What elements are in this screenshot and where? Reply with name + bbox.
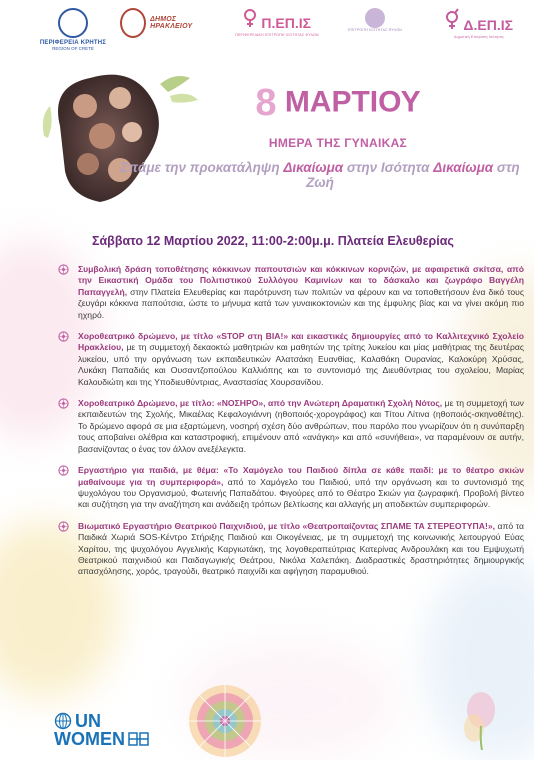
- pepis-logo: [232, 8, 322, 37]
- pepis-label: Π.ΕΠ.ΙΣ: [261, 15, 312, 31]
- un-globe-icon: [54, 712, 72, 730]
- list-item: [56, 398, 524, 455]
- un-women-symbol-icon: [128, 731, 150, 747]
- region-name-en: REGION OF CRETE: [52, 46, 94, 51]
- list-item: [56, 331, 524, 388]
- mandala-decoration: [186, 682, 264, 760]
- depis-label: Δ.ΕΠ.ΙΣ: [463, 17, 514, 33]
- item-body: από τα Παιδικά Χωριά SOS-Κέντρο Στήριξης Παιδιού και Οικογένειας, με τη συμμετοχή της κοινωνικής λειτουργού Εύας Χαρίτου, της ψυχολόγου Αγγελικής Καργιωτάκη, της λογοθεραπεύτριας Κατερίνας Ανδρουλάκη και του Εμψυχωτή Θεατρικού παιχνιδιού και Παιδαγωγικής Θεάτρου, Νικόλα Χαλεπάκη. Διαδραστικές δραστηριότητες δημιουργικής απασχόλησης, χορός, τραγούδι, θεατρικό παιχνίδι και αφήγηση παραμυθιού.: [78, 520, 524, 577]
- slogan-highlight: Δικαίωμα: [433, 160, 494, 175]
- slogan-text: στη Ζωή: [306, 160, 520, 190]
- date-heading: Σάββατο 12 Μαρτίου 2022, 11:00-2:00μ.μ. Πλατεία Ελευθερίας: [92, 234, 454, 248]
- pepis-caption: ΠΕΡΙΦΕΡΕΙΑΚΗ ΕΠΙΤΡΟΠΗ ΙΣΟΤΗΤΑΣ ΦΥΛΩΝ: [235, 33, 319, 37]
- committee-logo: [330, 8, 420, 32]
- municipality-seal-icon: [120, 8, 146, 38]
- committee-emblem-icon: [365, 8, 385, 28]
- item-lead: Βιωματικό Εργαστήριο Θεατρικού Παιχνιδιού, με τίτλο «Θεατροπαίζοντας ΣΠΑΜΕ ΤΑ ΣΤΕΡΕΟΤΥΠΑ!»,: [78, 520, 495, 531]
- municipality-name: ΔΗΜΟΣ ΗΡΑΚΛΕΙΟΥ: [150, 16, 193, 30]
- un-women-logo: [54, 712, 164, 750]
- event-subtitle: ΗΜΕΡΑ ΤΗΣ ΓΥΝΑΙΚΑΣ: [268, 136, 408, 150]
- depis-logo: [438, 8, 520, 39]
- flower-bullet-icon: [58, 398, 69, 409]
- region-crete-logo: [38, 8, 108, 51]
- slogan: [120, 160, 520, 190]
- item-body: με τη συμμετοχή δεκαοκτώ μαθητριών και μαθητών της τρίτης λυκείου και μίας μαθήτριας της δευτέρας λυκείου, υπό την οργάνωση των εκπαιδευτικών Αλατσάκη Ευανθίας, Καλαθάκη Ουρανίας, Καλοκύρη Χρύσας, Λυκάκη Παπαδιάς και Ουσαντζοπούλου Καλλιόπης και το συντονισμό της Διευθύντριας του σχολείου, Μαρίας Καλουδιώτη και της Υποδιευθύντριας, Αναστασίας Χουρσανίδου.: [78, 342, 524, 387]
- day-number: 8: [255, 82, 277, 124]
- municipality-logo: [120, 8, 210, 38]
- gender-symbol-icon: [445, 8, 459, 30]
- flower-bullet-icon: [58, 521, 69, 532]
- item-lead: Χοροθεατρικό δρώμενο, με τίτλο «STOP στη ΒΙΑ!» και εικαστικές δημιουργίες από το Καλλιτεχνικό Σχολείο Ηρακλείου,: [78, 331, 524, 353]
- slogan-text: στην Ισότητα: [343, 160, 434, 175]
- program-list: [56, 264, 524, 588]
- item-body: από το Χαμόγελο του Παιδιού, υπό την οργάνωση και το συντονισμό της ψυχολόγου του Οργανισμού, Φωτεινής Παπαδάτου. Φιγούρες από το Θέατρο Σκιών για ζωγραφική. Προβολή βίντεο και συζήτηση για την αναζήτηση και ανάδειξη τρόπων βελτίωσης και αλλαγής μη αποδεκτών συμπεριφορών.: [78, 476, 525, 510]
- list-item: [56, 521, 524, 578]
- flower-bullet-icon: [58, 331, 69, 342]
- women-text: WOMEN: [54, 729, 125, 749]
- item-lead: Συμβολική δράση τοποθέτησης κόκκινων παπουτσιών και κόκκινων κορνιζών, με αφαιρετικά σκίτσα, από την Εικαστική Ομάδα του Πολιτιστικού Συλλόγου Καμινίων και το δάσκαλο και ζωγράφο Βαγγέλη Παπαγγελή,: [78, 264, 524, 297]
- flower-bullet-icon: [58, 465, 69, 476]
- slogan-highlight: Δικαίωμα: [283, 160, 344, 175]
- item-body: με τη συμμετοχή των εκπαιδευτών της Σχολής, Μικαέλας Κεφαλογιάννη (ηθοποιός-χορογράφος) και Τίτου Λίτινα (ηθοποιός-σκηνοθέτης). Το δρώμενο αφορά σε μια εξαρτώμενη, νοσηρή σχέση δύο ανθρώπων, που παρόλο που γνωρίζουν ότι η συνύπαρξη τους αποβαίνει ολέθρια και καταστροφική, επιμένουν από «ανάγκη» και από «συνήθεια», να παραμένουν σε αυτήν, βασανίζοντας ο ένας τον άλλον ανεξέλεγκτα.: [78, 398, 524, 454]
- slogan-text: Σπάμε την προκατάληψη: [120, 160, 284, 175]
- depis-caption: Δημοτική Επιτροπή Ισότητας: [454, 35, 504, 39]
- list-item: [56, 465, 524, 511]
- list-item: [56, 264, 524, 321]
- flower-bullet-icon: [58, 264, 69, 275]
- un-text: UN: [75, 711, 101, 731]
- item-body: στην Πλατεία Ελευθερίας και παρότρυνση των πολιτών να φέρουν και να τοποθετήσουν ένα δικό τους ζευγάρι κόκκινα παπούτσια, ώστε το μήνυμα κατά των γυναικοκτονιών και της έμφυλης βίας και να γίνει ακόμη πιο ηχηρό.: [78, 286, 524, 320]
- region-name: ΠΕΡΙΦΕΡΕΙΑ ΚΡΗΤΗΣ: [39, 40, 107, 46]
- region-crest-icon: [58, 8, 88, 38]
- month-name: ΜΑΡΤΙΟΥ: [284, 85, 421, 119]
- gender-symbol-icon: [243, 8, 257, 28]
- logo-row: [0, 8, 534, 54]
- flower-decoration: [456, 690, 506, 750]
- event-date-title: [248, 82, 428, 125]
- item-lead: Χοροθεατρικό Δρώμενο, με τίτλο: «ΝΟΣΗΡΟ», από την Ανώτερη Δραματική Σχολή Νότος,: [78, 398, 443, 409]
- committee-caption: ΕΠΙΤΡΟΠΗ ΙΣΟΤΗΤΑΣ ΦΥΛΩΝ: [348, 28, 402, 32]
- item-lead: Εργαστήριο για παιδιά, με θέμα: «Το Χαμόγελο του Παιδιού δίπλα σε κάθε παιδί: με το θέατρο σκιών μαθαίνουμε για τη συμπεριφορά»,: [78, 465, 524, 487]
